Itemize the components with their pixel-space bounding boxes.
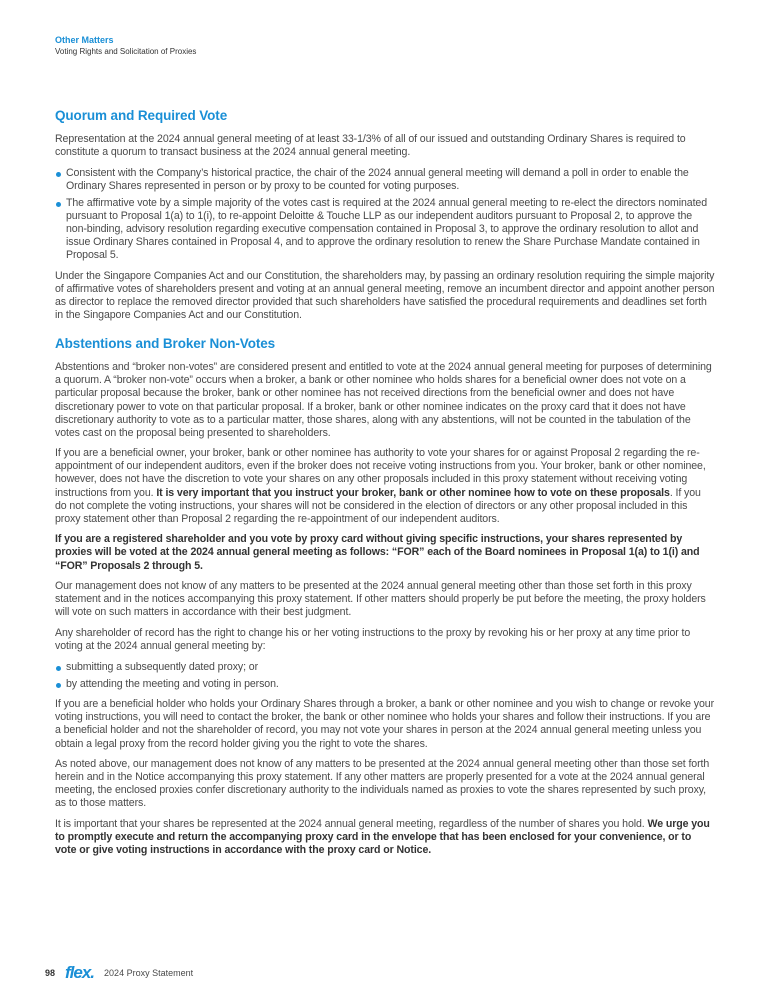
heading-abstentions: Abstentions and Broker Non-Votes: [55, 336, 276, 352]
paragraph: [55, 533, 715, 572]
list-item: Consistent with the Company’s historical practice, the chair of the 2024 annual general meeting will demand a poll in order to enable the Ordinary Shares represented in person or by proxy to be counted for voting purposes.: [55, 167, 715, 193]
running-header: [55, 35, 196, 57]
heading-quorum: Quorum and Required Vote: [55, 108, 228, 123]
list-item: by attending the meeting and voting in person.: [55, 678, 715, 691]
paragraph: Any shareholder of record has the right to change his or her voting instructions to the proxy by revoking his or her proxy at any time prior to voting at the 2024 annual general meeting by:: [55, 626, 691, 652]
bullet-list: [55, 167, 715, 263]
paragraph: As noted above, our management does not know of any matters to be presented at the 2024 annual general meeting other than those set forth herein and in the Notice accompanying this proxy statement. If any other matters are properly presented for a vote at the 2024 annual general meeting, the enclosed proxies confer discretionary authority to the individuals named as proxies to vote the shares represented by such proxy, as to those matters.: [55, 758, 710, 810]
text: It is important that your shares be represented at the 2024 annual general meeting, regardless of the number of shares you hold.: [55, 818, 648, 831]
subsection-title: Voting Rights and Solicitation of Proxies: [55, 47, 197, 56]
list-item: The affirmative vote by a simple majority of the votes cast is required at the 2024 annual general meeting to re-elect the directors nominated pursuant to Proposal 1(a) to 1(i), to re-appoint Deloitte & Touche LLP as our independent auditors pursuant to Proposal 2, to approve the non-binding, advisory resolution regarding executive compensation contained in Proposal 3, to approve the ordinary resolution to allot and issue Ordinary Shares contained in Proposal 4, and to approve the ordinary resolution to renew the Share Purchase Mandate contained in Proposal 5.: [55, 197, 715, 262]
paragraph: If you are a beneficial holder who holds your Ordinary Shares through a broker, a bank or other nominee and you wish to change or revoke your voting instructions, you will need to contact the broker, the bank or other nominee who holds your shares and follow their instructions. If you are a beneficial holder and not the shareholder of record, you may not vote your shares in person at the 2024 annual general meeting unless you obtain a legal proxy from the record holder giving you the right to vote the shares.: [55, 698, 714, 750]
page-footer: [45, 963, 193, 983]
paragraph: Abstentions and “broker non-votes” are considered present and entitled to vote at the 2024 annual general meeting for purposes of determining a quorum. A “broker non-vote” occurs when a broker, a bank or other nominee who holds shares for a beneficial owner does not vote on a particular proposal because the broker, bank or other nominee has not received directions from the beneficial owner and does not have discretionary power to vote on that particular proposal. If a broker, bank or other nominee indicates on the proxy card that it does not have discretionary authority to vote as to a particular matter, those shares, along with any abstentions, will not be counted in the tabulation of the votes cast on the proposal being presented to shareholders.: [55, 361, 712, 439]
page-body: [55, 108, 715, 865]
bold-text: If you are a registered shareholder and you vote by proxy card without giving specific instructions, your shares represented by proxies will be voted at the 2024 annual general meeting as follows: “FOR” each of the Board nominees in Proposal 1(a) to 1(i) and “FOR” Proposals 2 through 5.: [55, 533, 700, 572]
paragraph: [55, 447, 715, 526]
bullet-list: [55, 661, 715, 691]
list-item: submitting a subsequently dated proxy; or: [55, 661, 715, 674]
bold-text: It is very important that you instruct your broker, bank or other nominee how to vote on these proposals: [156, 486, 670, 499]
section-title: Other Matters: [55, 35, 114, 45]
page-number: 98: [45, 968, 56, 978]
paragraph: Our management does not know of any matters to be presented at the 2024 annual general meeting other than those set forth in this proxy statement and in the notices accompanying this proxy statement. If other matters should properly be put before the meeting, the proxy holders will vote on such matters in accordance with their best judgment.: [55, 580, 706, 619]
paragraph: Representation at the 2024 annual general meeting of at least 33-1/3% of all of our issued and outstanding Ordinary Shares is required to constitute a quorum to transact business at the 2024 annual general meeting.: [55, 133, 686, 159]
text: . If you do not complete the voting instructions, your shares will not be considered in the election of directors or any other proposal included in this proxy statement other than Proposal 2 regarding the re-appointment of our independent auditors.: [55, 486, 701, 525]
paragraph: Under the Singapore Companies Act and our Constitution, the shareholders may, by passing an ordinary resolution requiring the simple majority of affirmative votes of shareholders present and voting at an annual general meeting, remove an incumbent director and appoint another person as director to replace the removed director provided that such shareholders have satisfied the procedural requirements and deadlines set forth in the Singapore Companies Act and our Constitution.: [55, 269, 715, 322]
bold-text: We urge you to promptly execute and return the accompanying proxy card in the envelope that has been enclosed for your convenience, or to vote or give voting instructions in accordance with the proxy card or Notice.: [55, 818, 710, 857]
paragraph: [55, 818, 715, 857]
text: If you are a beneficial owner, your broker, bank or other nominee has authority to vote your shares for or against Proposal 2 regarding the re-appointment of our independent auditors, even if the broker does not receive voting instructions from you. Your broker, bank or other nominee, however, does not have the discretion to vote your shares on any other proposals included in this proxy statement without receiving voting instructions from you.: [55, 447, 706, 499]
document-title: 2024 Proxy Statement: [104, 968, 194, 978]
flex-logo: flex.: [65, 963, 95, 982]
